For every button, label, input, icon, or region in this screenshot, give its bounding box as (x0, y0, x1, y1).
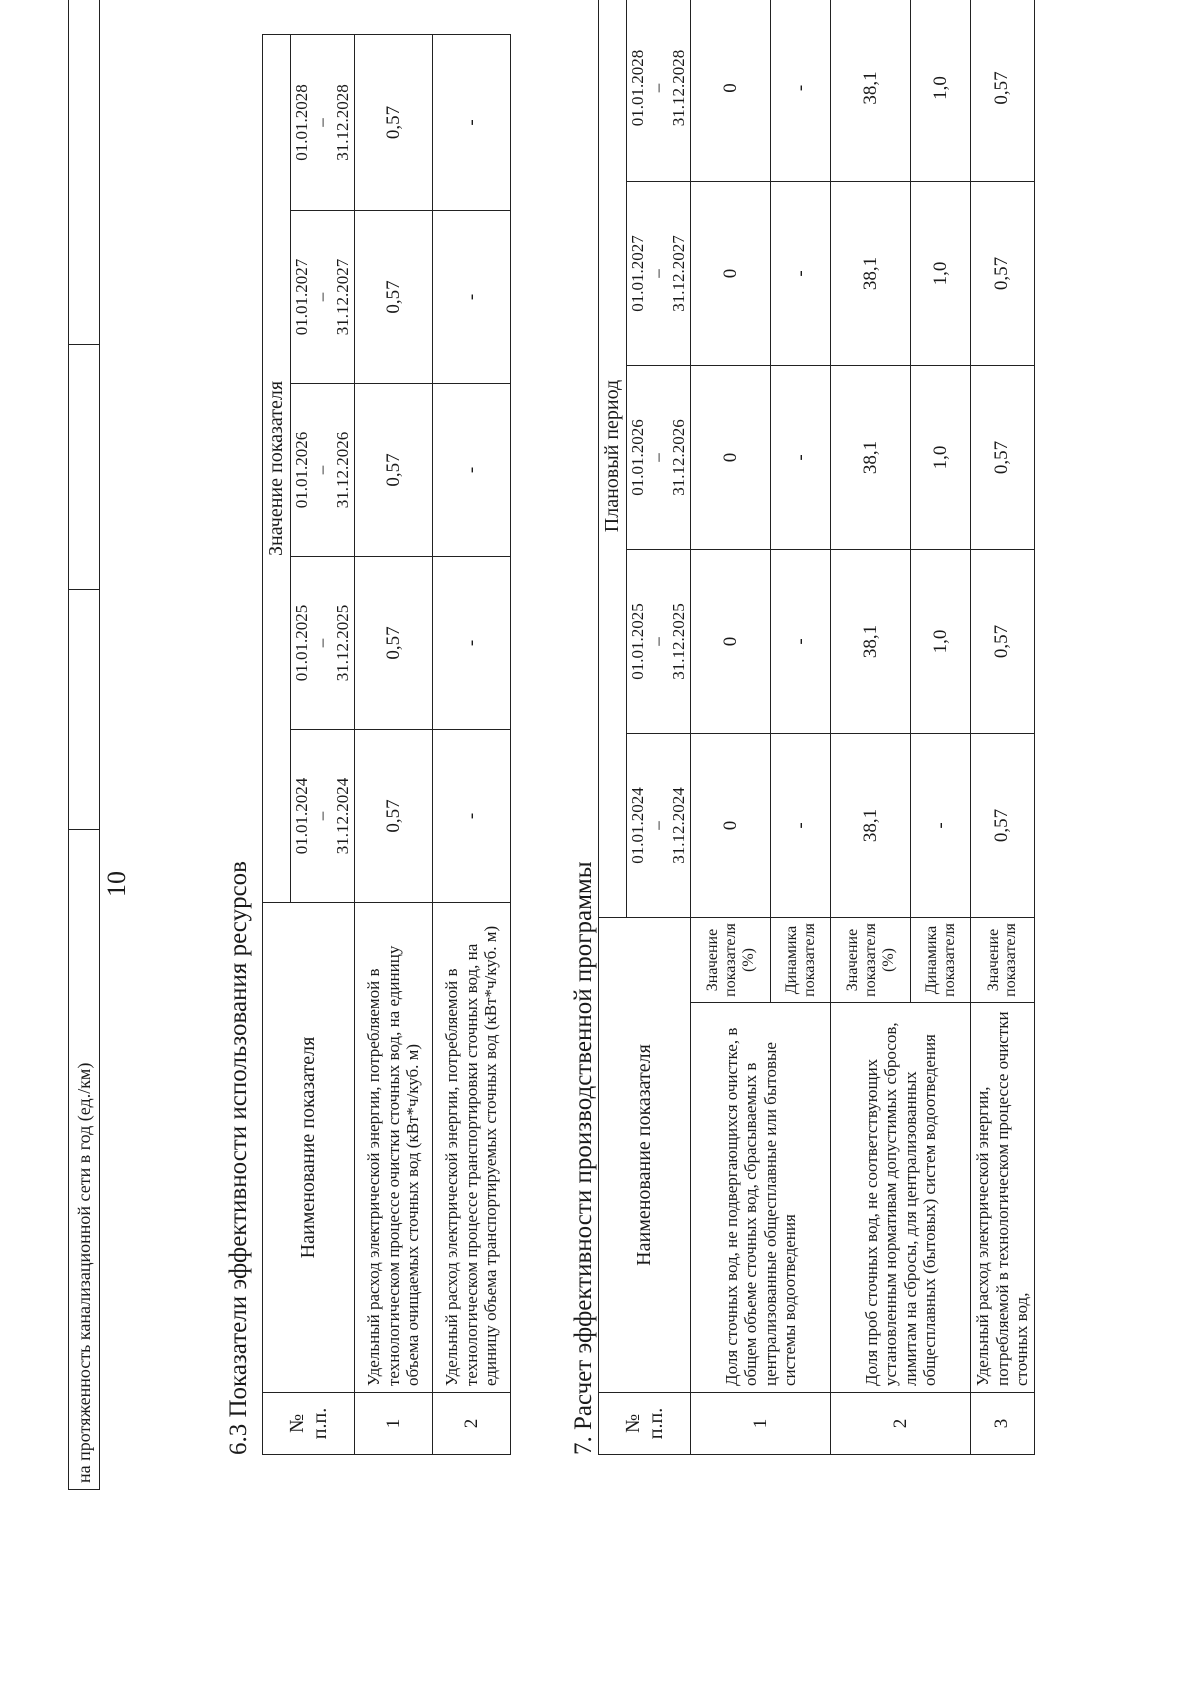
row-subtype: Динамика показателя (911, 918, 971, 1003)
table-row (433, 34, 511, 1454)
row-value: 1,0 (911, 550, 971, 734)
row-value: - (771, 0, 831, 182)
row-num: 1 (691, 1393, 831, 1455)
row-num: 1 (355, 1393, 433, 1455)
header-period: 01.01.2025 – 31.12.2025 (627, 550, 691, 734)
row-num: 2 (831, 1393, 971, 1455)
row-value: 0,57 (971, 734, 1035, 918)
header-period: 01.01.2026 – 31.12.2026 (291, 384, 355, 557)
row-value: 38,1 (831, 0, 911, 182)
row-value: 0,57 (971, 550, 1035, 734)
row-num: 2 (433, 1393, 511, 1455)
continued-table (68, 0, 100, 1490)
row-value: 0,57 (971, 182, 1035, 366)
header-num: № п.п. (263, 1393, 355, 1455)
row-num: 3 (971, 1393, 1035, 1455)
row-value: - (433, 730, 511, 903)
section-title: 7. Расчет эффективности производственной программы (570, 861, 597, 1455)
program-efficiency-table (598, 0, 1035, 1455)
row-value: 38,1 (831, 366, 911, 550)
row-subtype: Значение показателя (971, 918, 1035, 1003)
row-name: Доля сточных вод, не подвергающихся очистке, в общем объеме сточных вод, сбрасываемых в централизованные общесплавные или бытовые системы водоотведения (691, 1003, 831, 1393)
row-value: 38,1 (831, 550, 911, 734)
header-period: 01.01.2028 – 31.12.2028 (627, 0, 691, 182)
table-cell (69, 590, 100, 830)
row-value: 0,57 (355, 557, 433, 730)
section-title: 6.3 Показатели эффективности использования ресурсов (225, 861, 252, 1455)
table-row (691, 0, 771, 1455)
row-value: 1,0 (911, 182, 971, 366)
header-period: 01.01.2026 – 31.12.2026 (627, 366, 691, 550)
row-value: - (771, 550, 831, 734)
header-period: 01.01.2027 – 31.12.2027 (627, 182, 691, 366)
header-period: 01.01.2024 – 31.12.2024 (627, 734, 691, 918)
row-name: Удельный расход электрической энергии, потребляемой в технологическом процессе очистки сточных вод, (971, 1003, 1035, 1393)
table-row (831, 0, 911, 1455)
table-header-row (263, 34, 291, 1454)
row-value: 1,0 (911, 366, 971, 550)
header-group: Плановый период (599, 0, 627, 918)
header-name: Наименование показателя (263, 903, 355, 1393)
row-value: 0 (691, 550, 771, 734)
row-value: - (771, 366, 831, 550)
table-header-row (599, 0, 627, 1455)
table-row (355, 34, 433, 1454)
row-value: 38,1 (831, 734, 911, 918)
row-value: 0,57 (971, 0, 1035, 182)
row-value: - (433, 557, 511, 730)
row-value: - (433, 384, 511, 557)
header-period: 01.01.2027 – 31.12.2027 (291, 211, 355, 384)
row-value: - (433, 211, 511, 384)
row-value: 0,57 (355, 730, 433, 903)
row-value: 0,57 (971, 366, 1035, 550)
header-num: № п.п. (599, 1393, 691, 1455)
row-value: 0,57 (355, 34, 433, 210)
row-value: 0,57 (355, 211, 433, 384)
resource-efficiency-table (262, 34, 511, 1455)
header-group: Значение показателя (263, 34, 291, 902)
row-value: 1,0 (911, 0, 971, 182)
table-row (971, 0, 1035, 1455)
row-value: 38,1 (831, 182, 911, 366)
row-subtype: Значение показателя (%) (691, 918, 771, 1003)
row-value: 0 (691, 0, 771, 182)
row-value: 0 (691, 182, 771, 366)
row-value: - (433, 34, 511, 210)
row-name: Удельный расход электрической энергии, потребляемой в технологическом процессе очистки сточных вод, на единицу объема очищаемых сточных вод (кВт*ч/куб. м) (355, 903, 433, 1393)
header-period: 01.01.2025 – 31.12.2025 (291, 557, 355, 730)
page-number: 10 (102, 871, 131, 897)
row-value: - (771, 734, 831, 918)
table-cell (69, 345, 100, 590)
row-value: 0,57 (355, 384, 433, 557)
row-name: Доля проб сточных вод, не соответствующих установленным нормативам допустимых сбросов, лимитам на сбросы, для централизованных общесплавных (бытовых) систем водоотведения (831, 1003, 971, 1393)
header-period: 01.01.2024 – 31.12.2024 (291, 730, 355, 903)
row-subtype: Значение показателя (%) (831, 918, 911, 1003)
row-value: - (911, 734, 971, 918)
row-name: Удельный расход электрической энергии, потребляемой в технологическом процессе транспортировки сточных вод, на единицу объема транспортируемых сточных вод (кВт*ч/куб. м) (433, 903, 511, 1393)
row-value: 0 (691, 734, 771, 918)
header-period: 01.01.2028 – 31.12.2028 (291, 34, 355, 210)
header-name: Наименование показателя (599, 918, 691, 1393)
row-subtype: Динамика показателя (771, 918, 831, 1003)
table-row (69, 0, 100, 1490)
row-value: - (771, 182, 831, 366)
row-value: 0 (691, 366, 771, 550)
table-cell (69, 0, 100, 345)
table-cell-label: на протяженность канализационной сети в год (ед./км) (69, 830, 100, 1490)
